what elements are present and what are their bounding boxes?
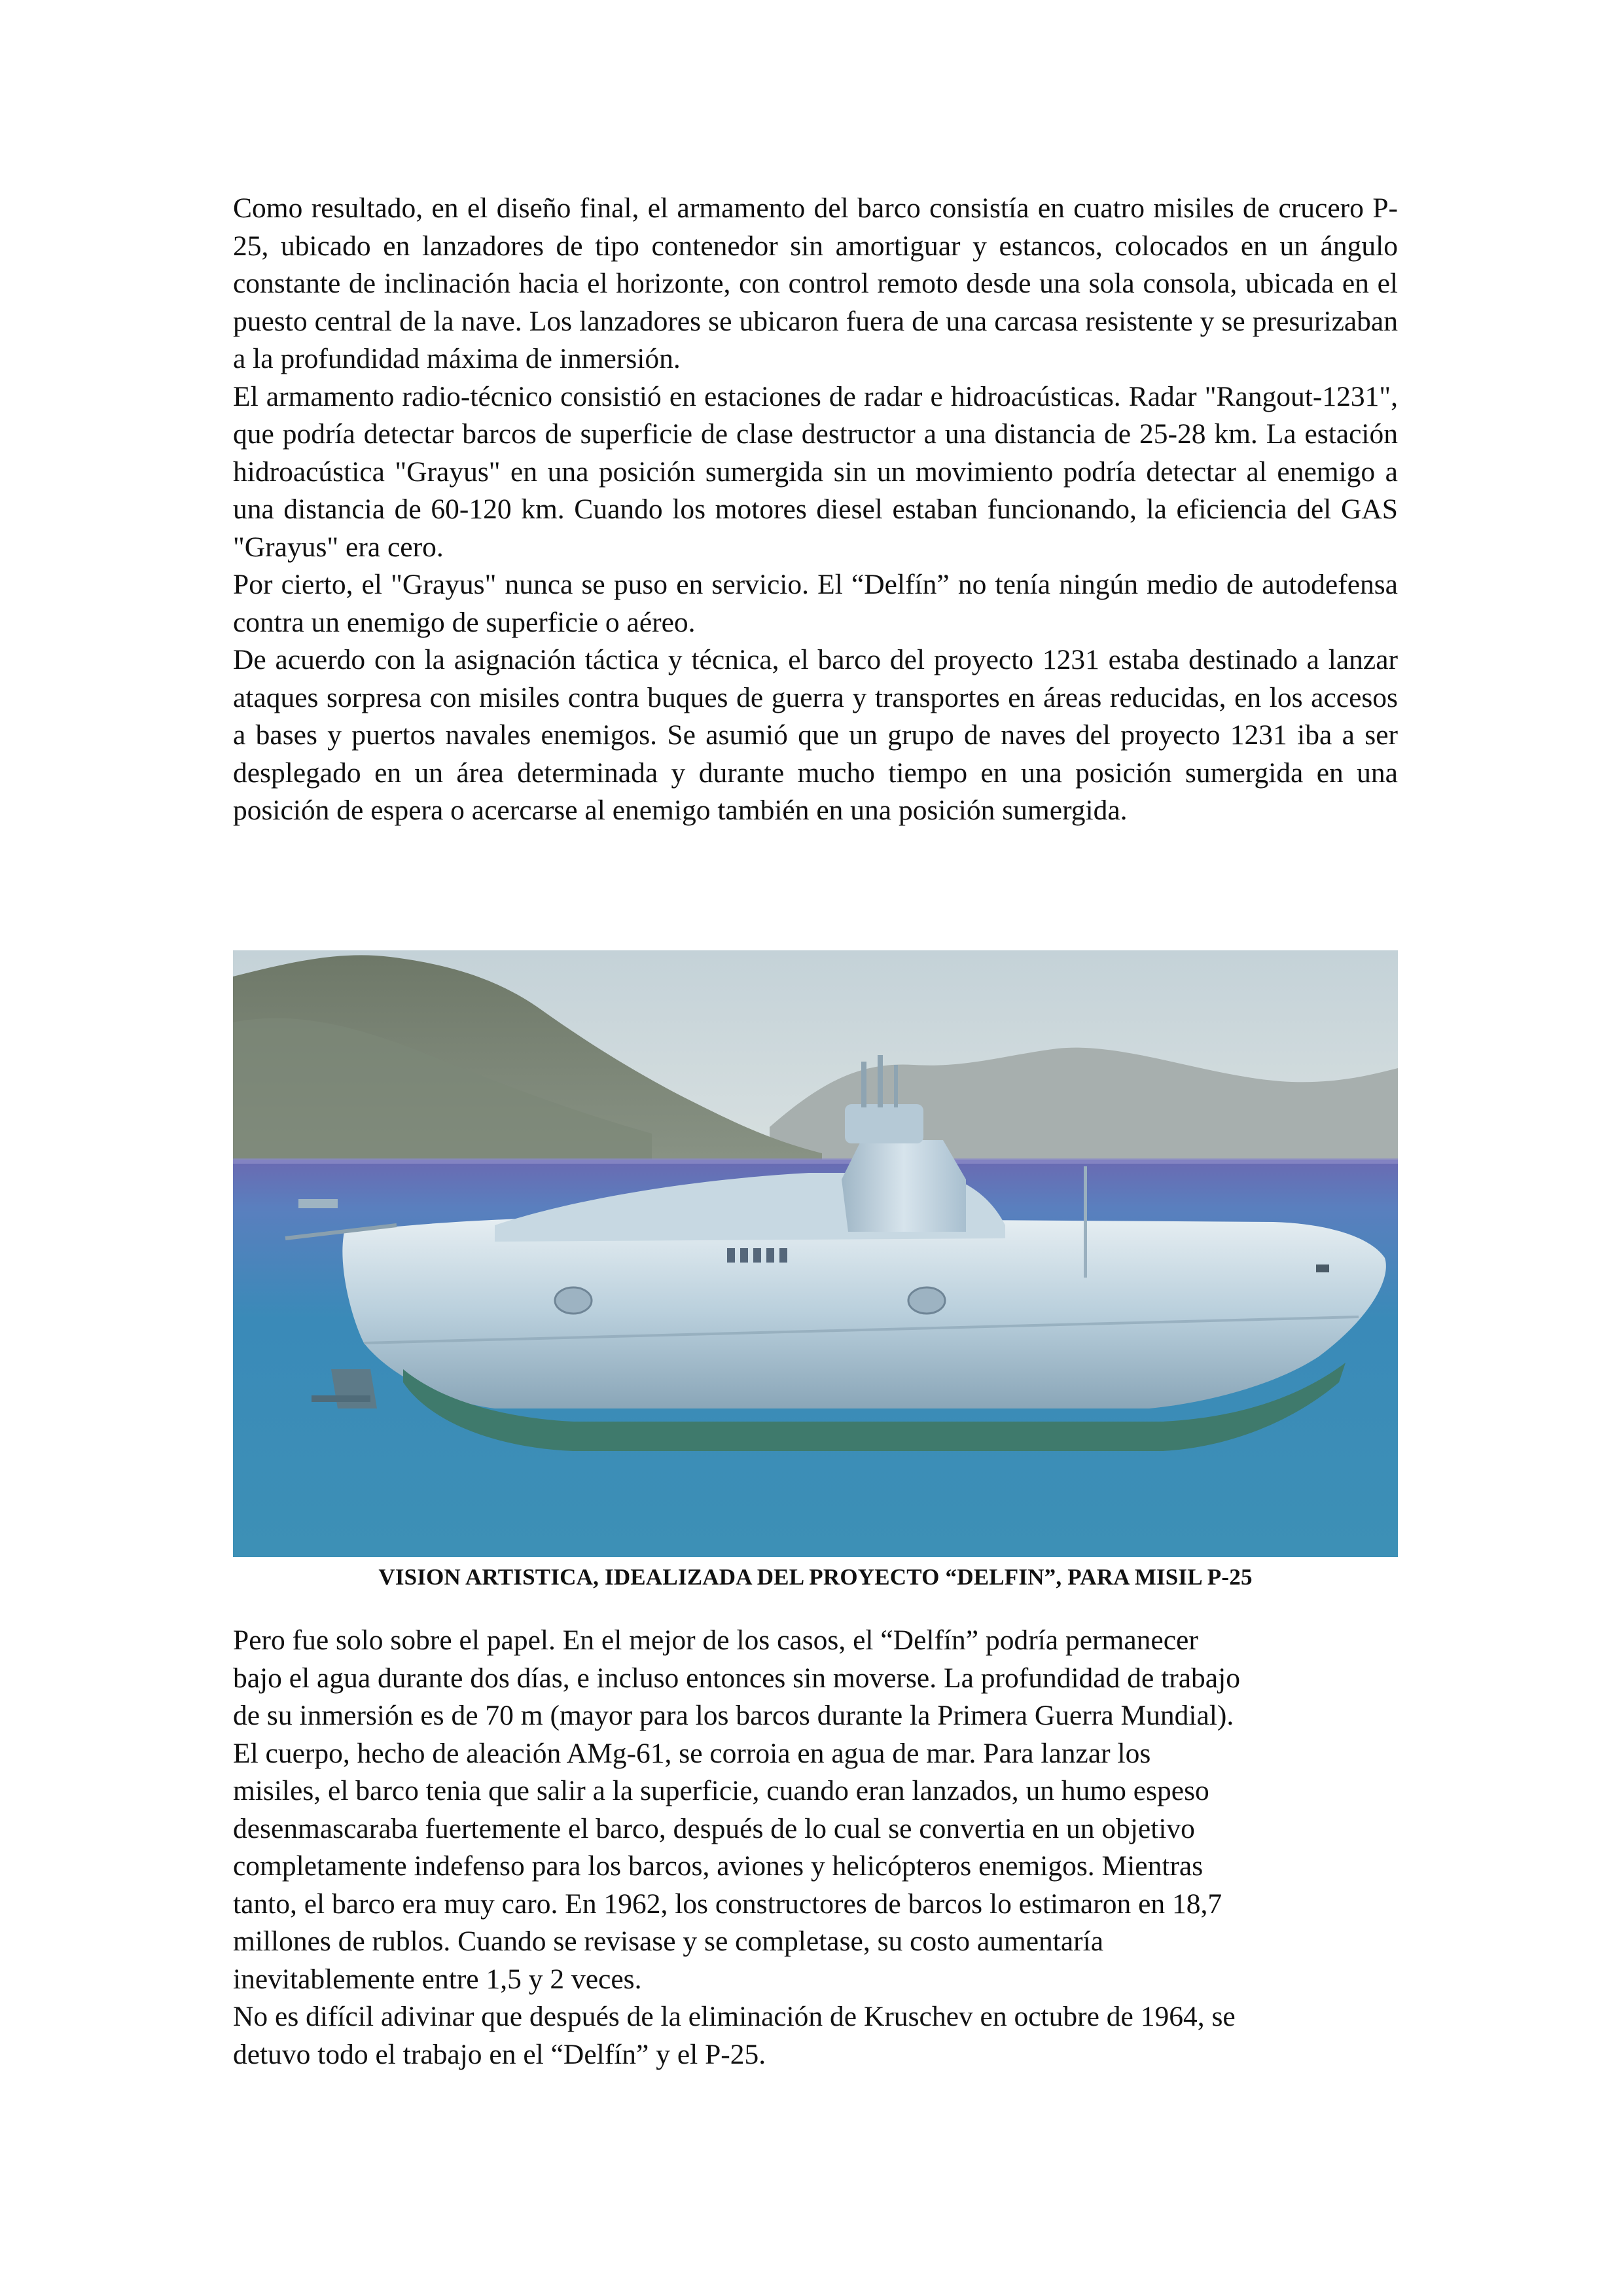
text-line: completamente indefenso para los barcos, aviones y helicópteros enemigos. Mientras (233, 1850, 1204, 1882)
text-line: misiles, el barco tenia que salir a la superficie, cuando eran lanzados, un humo espeso (233, 1775, 1209, 1806)
text-line: El cuerpo, hecho de aleación AMg-61, se corroia en agua de mar. Para lanzar los (233, 1737, 1151, 1769)
paragraph: De acuerdo con la asignación táctica y técnica, el barco del proyecto 1231 estaba destinado a lanzar ataques sorpresa con misiles contra buques de guerra y transportes en áreas reducidas, en los accesos a bases y puertos navales enemigos. Se asumió que un grupo de naves del proyecto 1231 iba a ser desplegado en un área determinada y durante mucho tiempo en una posición sumergida en una posición de espera o acercarse al enemigo también en una posición sumergida. (233, 644, 1398, 826)
text-line: desenmascaraba fuertemente el barco, después de lo cual se convertia en un objetivo (233, 1812, 1195, 1844)
text-line: tanto, el barco era muy caro. En 1962, los constructores de barcos lo estimaron en 18,7 (233, 1888, 1222, 1920)
submarine-illustration-svg (233, 950, 1398, 1557)
document-page-top (233, 190, 1398, 830)
paragraph: Por cierto, el "Grayus" nunca se puso en servicio. El “Delfín” no tenía ningún medio de autodefensa contra un enemigo de superficie o aéreo. (233, 569, 1398, 638)
submarine-illustration (233, 950, 1398, 1557)
body-text-top (233, 190, 1398, 830)
text-line: millones de rublos. Cuando se revisase y se completase, su costo aumentaría (233, 1926, 1104, 1957)
text-line: Pero fue solo sobre el papel. En el mejor de los casos, el “Delfín” podría permanecer (233, 1624, 1198, 1656)
text-line: inevitablemente entre 1,5 y 2 veces. (233, 1963, 642, 1995)
text-line: No es difícil adivinar que después de la eliminación de Kruschev en octubre de 1964, se (233, 2001, 1236, 2032)
paragraph: Como resultado, en el diseño final, el armamento del barco consistía en cuatro misiles de crucero P-25, ubicado en lanzadores de tipo contenedor sin amortiguar y estancos, colocados en un ángulo constante de inclinación hacia el horizonte, con control remoto desde una sola consola, ubicada en el puesto central de la nave. Los lanzadores se ubicaron fuera de una carcasa resistente y se presurizaban a la profundidad máxima de inmersión. (233, 192, 1398, 374)
text-line: de su inmersión es de 70 m (mayor para los barcos durante la Primera Guerra Mundial). (233, 1700, 1234, 1731)
text-line: bajo el agua durante dos días, e incluso entonces sin moverse. La profundidad de trabajo (233, 1662, 1240, 1694)
paragraph: El armamento radio-técnico consistió en estaciones de radar e hidroacústicas. Radar "Rangout-1231", que podría detectar barcos de superficie de clase destructor a una distancia de 25-28 km. La estación hidroacústica "Grayus" en una posición sumergida sin un movimiento podría detectar al enemigo a una distancia de 60-120 km. Cuando los motores diesel estaban funcionando, la eficiencia del GAS "Grayus" era cero. (233, 380, 1398, 563)
figure-caption: VISION ARTISTICA, IDEALIZADA DEL PROYECTO “DELFIN”, PARA MISIL P-25 (378, 1564, 1253, 1590)
text-line: detuvo todo el trabajo en el “Delfín” y el P-25. (233, 2038, 766, 2070)
body-text-bottom (233, 1622, 1398, 2073)
